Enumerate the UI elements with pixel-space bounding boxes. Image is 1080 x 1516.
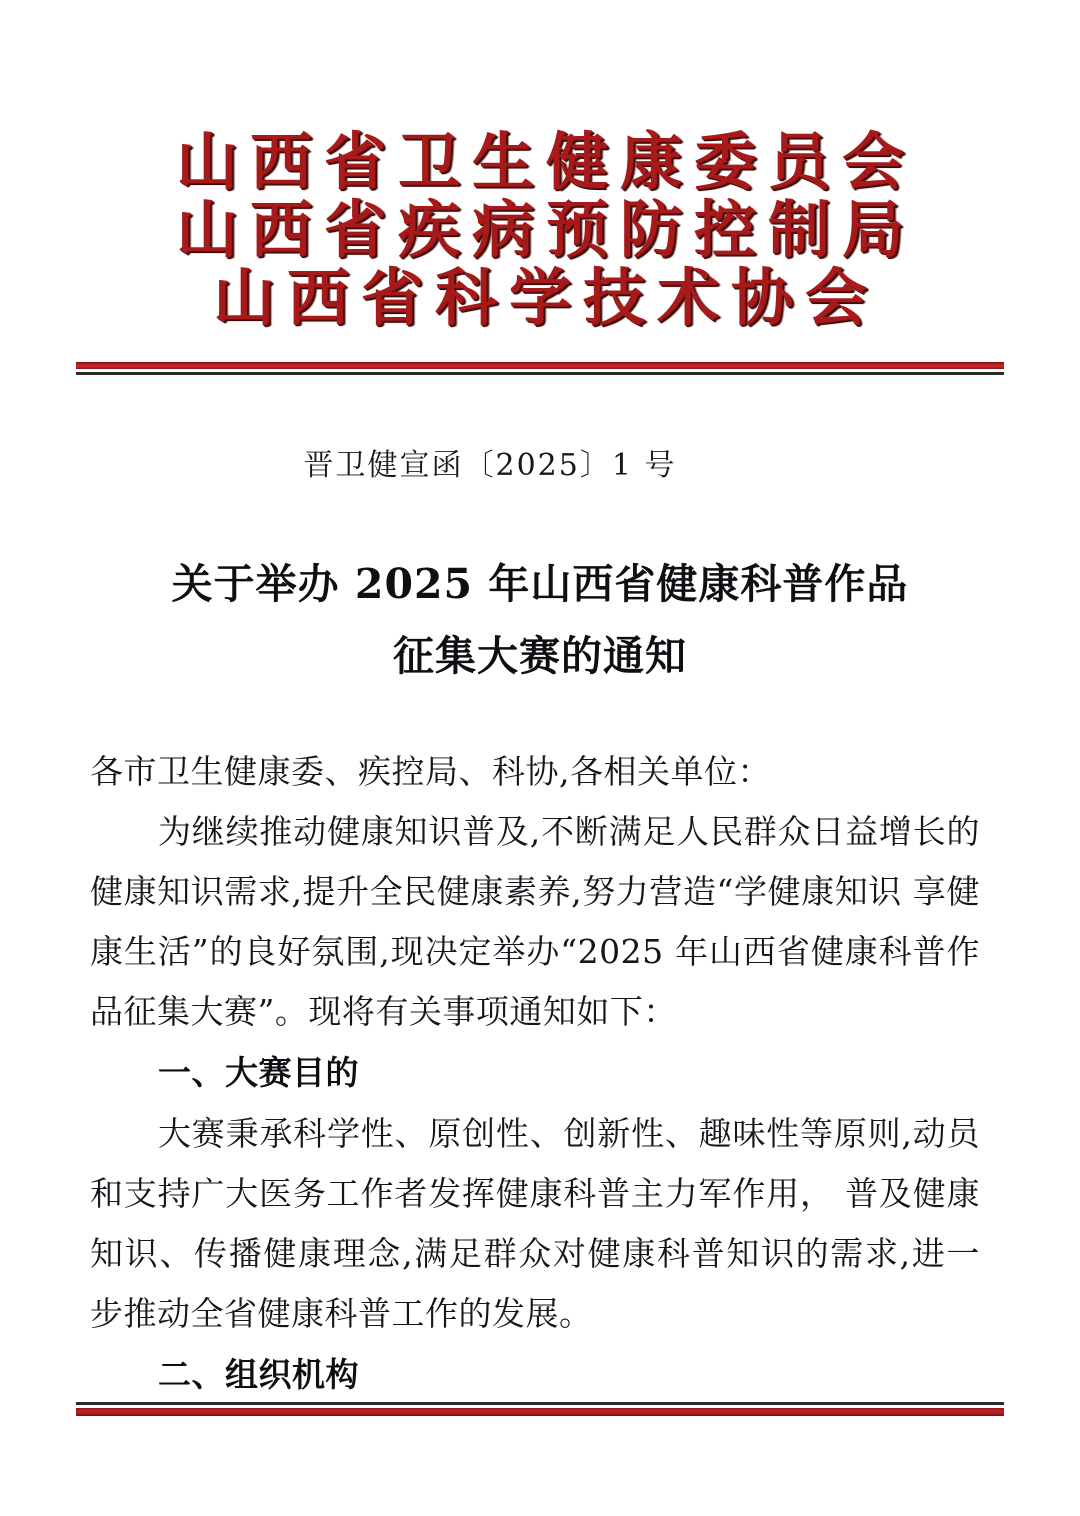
paragraph-intro: 为继续推动健康知识普及,不断满足人民群众日益增长的健康知识需求,提升全民健康素养,努力营造“学健康知识 享健康生活”的良好氛围,现决定举办“2025 年山西省健康科普作品征集大赛”。现将有关事项通知如下：: [90, 812, 980, 1031]
footer-divider-rule: [76, 1402, 1004, 1416]
footer-rule-dark-line: [76, 1402, 1004, 1405]
section-heading-2: 二、组织机构: [158, 1355, 359, 1394]
letterhead-line-1: 山西省卫生健康委员会: [175, 125, 916, 198]
page-title: [120, 548, 960, 692]
page-title-line-1: 关于举办 2025 年山西省健康科普作品: [171, 560, 909, 608]
salutation: 各市卫生健康委、疾控局、科协,各相关单位：: [90, 752, 771, 791]
letterhead-line-2: 山西省疾病预防控制局: [175, 193, 916, 266]
page-title-line-2: 征集大赛的通知: [393, 632, 687, 680]
header-rule-red-bar: [76, 362, 1004, 369]
header-divider-rule: [76, 362, 1004, 375]
header-rule-dark-line: [76, 372, 1004, 375]
letterhead: [0, 125, 1080, 334]
footer-rule-red-bar: [76, 1408, 1004, 1416]
document-number: 晋卫健宣函〔2025〕1 号: [303, 448, 677, 483]
paragraph-purpose: 大赛秉承科学性、原创性、创新性、趣味性等原则,动员和支持广大医务工作者发挥健康科普主力军作用， 普及健康知识、传播健康理念,满足群众对健康科普知识的需求,进一步推动全省健康科普工作的发展。: [90, 1114, 980, 1333]
document-body: [90, 742, 980, 1406]
section-heading-1: 一、大赛目的: [158, 1053, 359, 1092]
letterhead-line-3: 山西省科学技术协会: [212, 261, 879, 334]
